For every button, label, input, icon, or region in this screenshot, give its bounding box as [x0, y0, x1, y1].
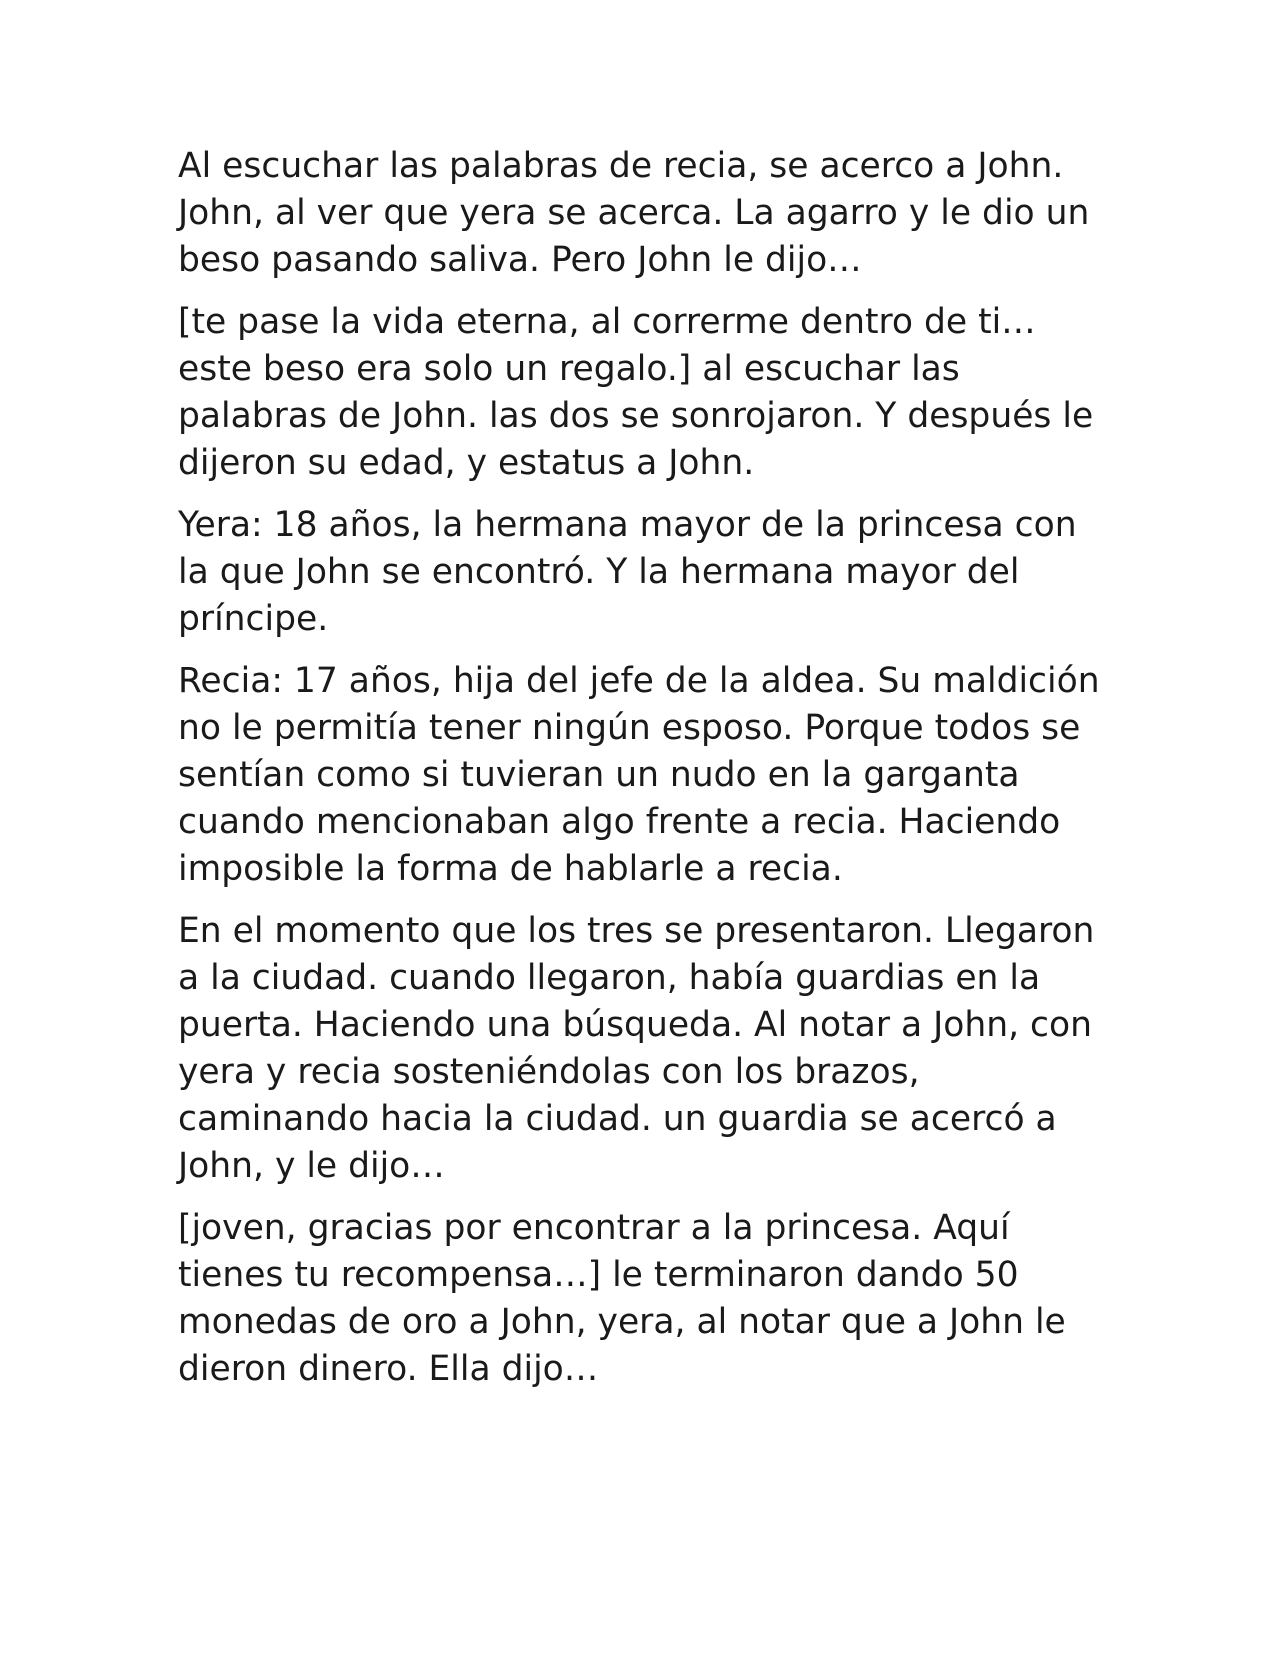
paragraph-2: [te pase la vida eterna, al correrme dentro de ti… este beso era solo un regalo.] al escuchar las palabras de John. las dos se sonrojaron. Y después le dijeron su edad, y estatus a John. — [178, 302, 1094, 483]
paragraph-3: Yera: 18 años, la hermana mayor de la princesa con la que John se encontró. Y la hermana mayor del príncipe. — [178, 505, 1077, 639]
paragraph-6: [joven, gracias por encontrar a la princesa. Aquí tienes tu recompensa…] le terminaron dando 50 monedas de oro a John, yera, al notar que a John le dieron dinero. Ella dijo… — [178, 1208, 1066, 1389]
paragraph-4: Recia: 17 años, hija del jefe de la aldea. Su maldición no le permitía tener ningún esposo. Porque todos se sentían como si tuvieran un nudo en la garganta cuando mencionaban algo frente a recia. Haciendo imposible la forma de hablarle a recia. — [178, 661, 1100, 889]
paragraph-1: Al escuchar las palabras de recia, se acerco a John. John, al ver que yera se acerca. La agarro y le dio un beso pasando saliva. Pero John le dijo… — [178, 146, 1090, 280]
document-body — [178, 143, 1118, 1408]
paragraph-5: En el momento que los tres se presentaron. Llegaron a la ciudad. cuando llegaron, había guardias en la puerta. Haciendo una búsqueda. Al notar a John, con yera y recia sosteniéndolas con los brazos, caminando hacia la ciudad. un guardia se acercó a John, y le dijo… — [178, 911, 1095, 1186]
